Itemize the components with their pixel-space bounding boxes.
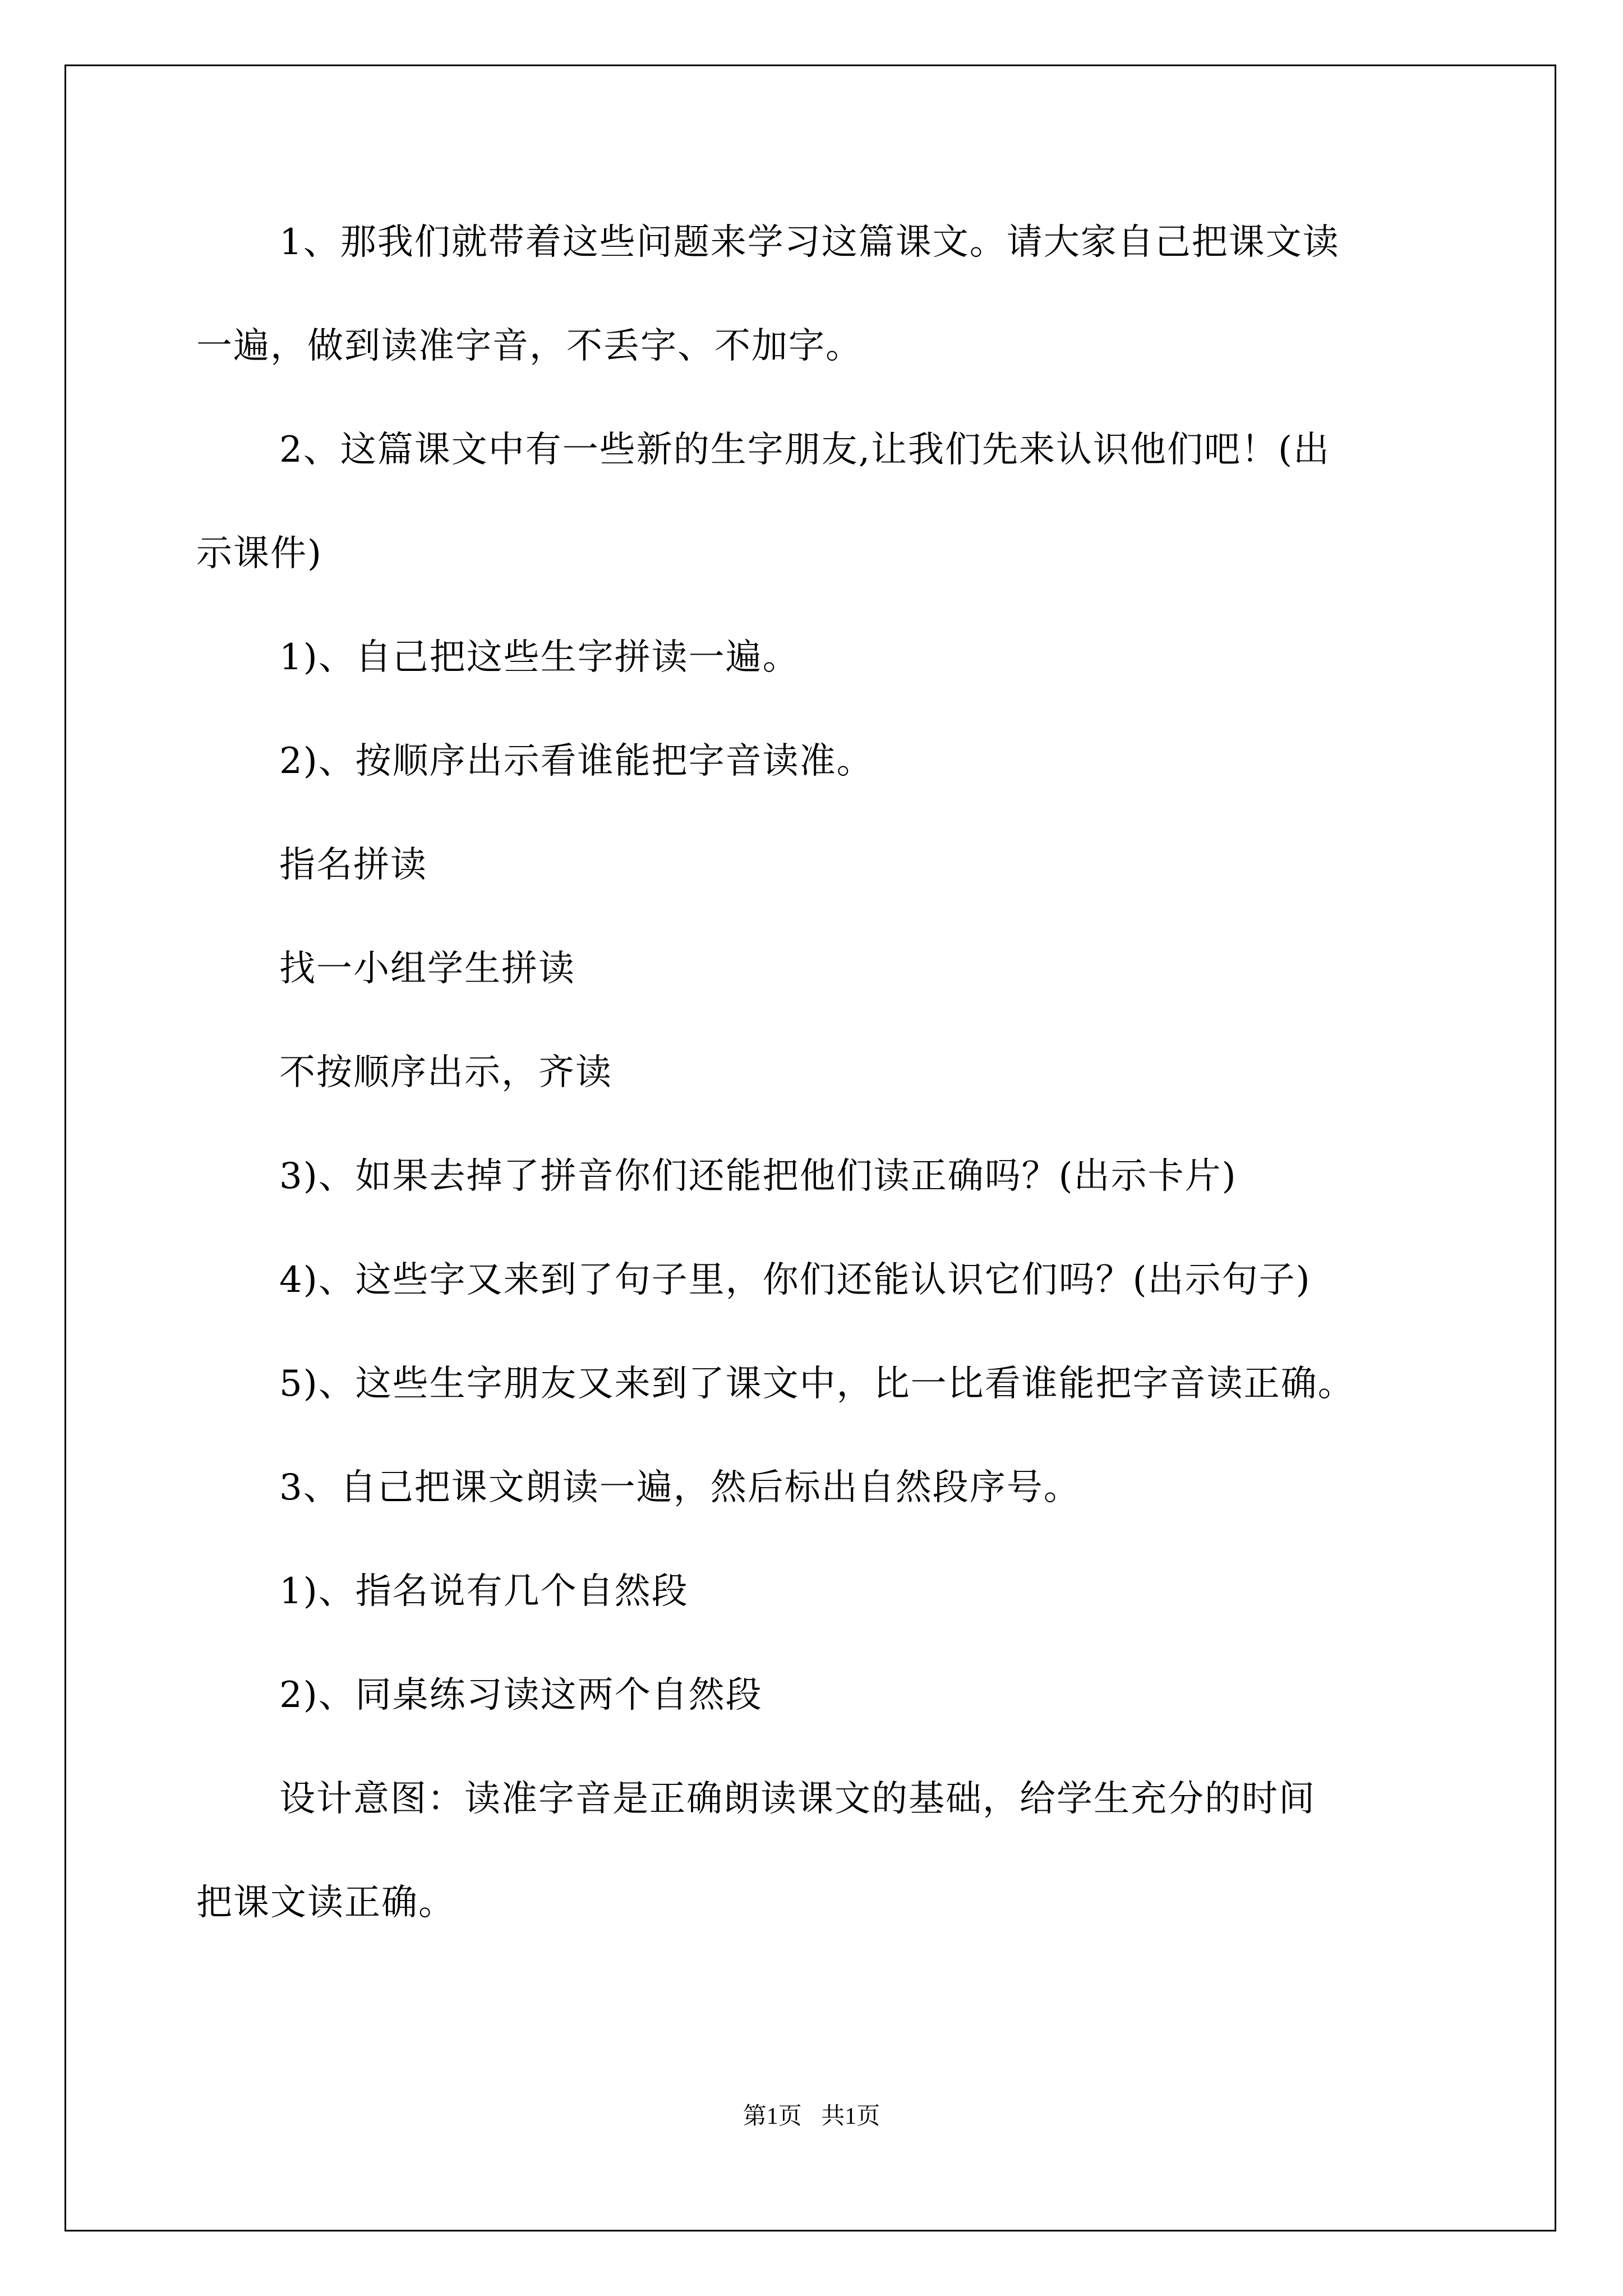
- paragraph-line: 3)、如果去掉了拼音你们还能把他们读正确吗？(出示卡片): [279, 1156, 1237, 1197]
- paragraph-line: 5)、这些生字朋友又来到了课文中，比一比看谁能把字音读正确。: [279, 1363, 1355, 1405]
- paragraph-line: 1)、指名说有几个自然段: [279, 1571, 689, 1612]
- page-total: 共1页: [821, 2104, 880, 2129]
- paragraph-line: 2)、同桌练习读这两个自然段: [279, 1674, 763, 1716]
- paragraph-line: 示课件): [196, 533, 322, 574]
- paragraph-line: 4)、这些字又来到了句子里，你们还能认识它们吗？(出示句子): [279, 1259, 1311, 1301]
- page-number: 第1页: [743, 2104, 802, 2129]
- paragraph-line: 设计意图：读准字音是正确朗读课文的基础，给学生充分的时间: [279, 1778, 1316, 1820]
- paragraph-line: 不按顺序出示，齐读: [279, 1052, 612, 1093]
- page-footer: [0, 2102, 1623, 2131]
- paragraph-line: 2、这篇课文中有一些新的生字朋友,让我们先来认识他们吧！(出: [279, 429, 1331, 471]
- paragraph-line: 3、自己把课文朗读一遍，然后标出自然段序号。: [279, 1467, 1081, 1508]
- paragraph-line: 1、那我们就带着这些问题来学习这篇课文。请大家自己把课文读: [279, 222, 1340, 263]
- paragraph-line: 2)、按顺序出示看谁能把字音读准。: [279, 740, 874, 782]
- paragraph-line: 1)、自己把这些生字拼读一遍。: [279, 637, 800, 678]
- paragraph-line: 一遍，做到读准字音，不丢字、不加字。: [196, 325, 863, 367]
- paragraph-line: 找一小组学生拼读: [279, 948, 575, 990]
- paragraph-line: 把课文读正确。: [196, 1882, 455, 1924]
- paragraph-line: 指名拼读: [279, 844, 427, 886]
